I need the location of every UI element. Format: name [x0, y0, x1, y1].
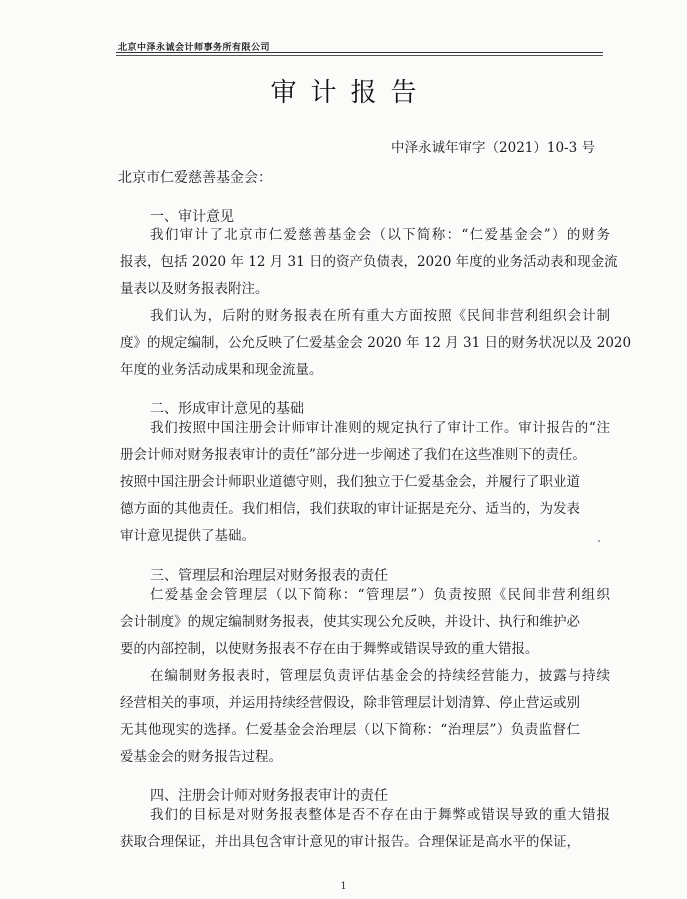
paragraph-line: 年度的业务活动成果和现金流量。	[120, 362, 323, 378]
addressee: 北京市仁爱慈善基金会：	[118, 170, 272, 186]
paragraph-line: 德方面的其他责任。我们相信，我们获取的审计证据是充分、适当的，为发表	[120, 501, 580, 517]
paragraph-line: 我们审计了北京市仁爱慈善基金会（以下简称：“仁爱基金会”）的财务	[150, 227, 610, 243]
paragraph	[120, 582, 610, 663]
paragraph-line: 仁爱基金会管理层（以下简称：“管理层”）负责按照《民间非营利组织	[150, 587, 610, 603]
section-heading-basis-for-opinion: 二、形成审计意见的基础	[150, 401, 304, 417]
paragraph-line: 度》的规定编制，公允反映了仁爱基金会 2020 年 12 月 31 日的财务状况以及 2020	[120, 335, 632, 351]
header-rule-secondary	[116, 55, 603, 56]
paragraph-line: 无其他现实的选择。仁爱基金会治理层（以下简称：“治理层”）负责监督仁	[120, 722, 580, 738]
paragraph	[120, 663, 610, 771]
paragraph-line: 我们的目标是对财务报表整体是否不存在由于舞弊或错误导致的重大错报	[150, 807, 610, 823]
section-heading-management-responsibility: 三、管理层和治理层对财务报表的责任	[150, 568, 388, 584]
section-heading-audit-opinion: 一、审计意见	[150, 209, 234, 225]
paragraph	[120, 415, 610, 550]
paragraph-line: 获取合理保证，并出具包含审计意见的审计报告。合理保证是高水平的保证，	[120, 834, 580, 850]
paragraph-line: 量表以及财务报表附注。	[120, 281, 269, 297]
paragraph-line: 审计意见提供了基础。	[120, 528, 255, 544]
firm-header: 北京中泽永诚会计师事务所有限公司	[118, 43, 271, 53]
paragraph-line: 经营相关的事项，并运用持续经营假设，除非管理层计划清算、停止营运或别	[120, 695, 580, 711]
page-title: 审计报告	[270, 78, 431, 108]
paragraph-line: 会计制度》的规定编制财务报表，使其实现公允反映，并设计、执行和维护必	[120, 614, 580, 630]
scan-speck	[598, 540, 600, 542]
reference-number: 中泽永诚年审字（2021）10-3 号	[391, 140, 595, 156]
paragraph-line: 报表，包括 2020 年 12 月 31 日的资产负债表，2020 年度的业务活动表和现金流	[120, 254, 618, 270]
paragraph-line: 按照中国注册会计师职业道德守则，我们独立于仁爱基金会，并履行了职业道	[120, 474, 580, 490]
paragraph	[120, 802, 610, 856]
section-heading-auditor-responsibility: 四、注册会计师对财务报表审计的责任	[150, 788, 388, 804]
paragraph-line: 册会计师对财务报表审计的责任”部分进一步阐述了我们在这些准则下的责任。	[120, 447, 586, 463]
paragraph-line: 我们认为，后附的财务报表在所有重大方面按照《民间非营利组织会计制	[150, 308, 610, 324]
paragraph-line: 在编制财务报表时，管理层负责评估基金会的持续经营能力，披露与持续	[150, 668, 610, 684]
paragraph-line: 要的内部控制，以使财务报表不存在由于舞弊或错误导致的重大错报。	[120, 641, 539, 657]
paragraph-line: 我们按照中国注册会计师审计准则的规定执行了审计工作。审计报告的“注	[150, 420, 610, 436]
paragraph	[120, 303, 632, 384]
header-rule	[116, 52, 603, 53]
paragraph-line: 爱基金会的财务报告过程。	[120, 749, 282, 765]
paragraph	[120, 222, 618, 303]
page-number: 1	[340, 881, 347, 892]
